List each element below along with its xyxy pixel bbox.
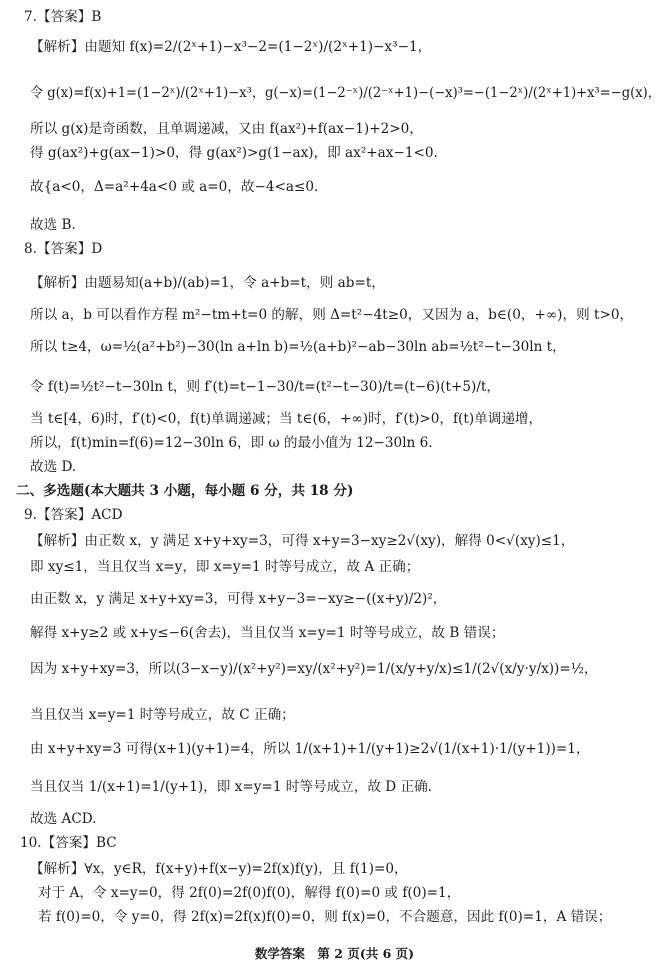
q7-conclusion: 故选 B.: [30, 217, 76, 233]
q9-analysis-line-8: 当且仅当 1/(x+1)=1/(y+1)，即 x=y=1 时等号成立，故 D 正确.: [30, 779, 432, 795]
q8-answer: 8.【答案】D: [24, 241, 103, 257]
q9-analysis-line-7: 由 x+y+xy=3 可得(x+1)(y+1)=4，所以 1/(x+1)+1/(y+1)≥2√(1/(x+1)·1/(y+1))=1，: [30, 741, 590, 757]
q9-analysis-line-6: 当且仅当 x=y=1 时等号成立，故 C 正确；: [30, 707, 295, 723]
q9-analysis-line-2: 即 xy≤1，当且仅当 x=y，即 x=y=1 时等号成立，故 A 正确；: [30, 559, 420, 575]
q8-analysis-line-4: 令 f(t)=½t²−t−30ln t，则 f′(t)=t−1−30/t=(t²−t−30)/t=(t−6)(t+5)/t，: [30, 379, 500, 395]
q8-analysis-line-5: 当 t∈[4，6)时，f′(t)<0，f(t)单调递减；当 t∈(6，+∞)时，f′(t)>0，f(t)单调递增，: [30, 411, 543, 427]
q9-analysis-line-1: 【解析】由正数 x，y 满足 x+y+xy=3，可得 x+y=3−xy≥2√(xy)，解得 0<√(xy)≤1，: [30, 533, 575, 549]
q10-analysis-line-2: 对于 A，令 x=y=0，得 2f(0)=2f(0)f(0)，解得 f(0)=0 或 f(0)=1，: [38, 885, 461, 901]
q7-analysis-line-2: 令 g(x)=f(x)+1=(1−2ˣ)/(2ˣ+1)−x³，g(−x)=(1−2⁻ˣ)/(2⁻ˣ+1)−(−x)³=−(1−2ˣ)/(2ˣ+1)+x³=−g(x)，: [30, 85, 661, 101]
q7-analysis-line-5: 故{a<0，Δ=a²+4a<0 或 a=0，故−4<a≤0.: [30, 179, 319, 195]
q8-analysis-line-1: 【解析】由题易知(a+b)/(ab)=1，令 a+b=t，则 ab=t，: [30, 275, 385, 291]
q10-analysis-line-3: 若 f(0)=0，令 y=0，得 2f(x)=2f(x)f(0)=0，则 f(x)=0，不合题意，因此 f(0)=1，A 错误；: [38, 909, 612, 925]
q9-analysis-line-5: 因为 x+y+xy=3，所以(3−x−y)/(x²+y²)=xy/(x²+y²)=1/(x/y+y/x)≤1/(2√(x/y·y/x))=½，: [30, 661, 598, 677]
q10-answer: 10.【答案】BC: [20, 835, 117, 851]
q9-analysis-line-3: 由正数 x，y 满足 x+y+xy=3，可得 x+y−3=−xy≥−((x+y)/2)²，: [30, 591, 447, 607]
q8-conclusion: 故选 D.: [30, 459, 77, 475]
q9-conclusion: 故选 ACD.: [30, 811, 97, 827]
q7-analysis-line-3: 所以 g(x)是奇函数，且单调递减，又由 f(ax²)+f(ax−1)+2>0，: [30, 121, 423, 137]
q9-answer: 9.【答案】ACD: [24, 507, 123, 523]
q8-analysis-line-3: 所以 t≥4，ω=½(a²+b²)−30(ln a+ln b)=½(a+b)²−ab−30ln ab=½t²−t−30ln t，: [30, 339, 566, 355]
q10-analysis-line-1: 【解析】∀x，y∈R，f(x+y)+f(x−y)=2f(x)f(y)，且 f(1)=0，: [30, 861, 408, 877]
q7-analysis-line-4: 得 g(ax²)+g(ax−1)>0，得 g(ax²)>g(1−ax)，即 ax²+ax−1<0.: [30, 145, 438, 161]
section-heading-multiple-choice: 二、多选题(本大题共 3 小题，每小题 6 分，共 18 分): [16, 483, 354, 499]
q7-answer: 7.【答案】B: [24, 9, 102, 25]
q8-analysis-line-6: 所以，f(t)min=f(6)=12−30ln 6，即 ω 的最小值为 12−30ln 6.: [30, 435, 433, 451]
q9-analysis-line-4: 解得 x+y≥2 或 x+y≤−6(舍去)，当且仅当 x=y=1 时等号成立，故 B 错误；: [30, 625, 505, 641]
q8-analysis-line-2: 所以 a，b 可以看作方程 m²−tm+t=0 的解，则 Δ=t²−4t≥0，又因为 a，b∈(0，+∞)，则 t>0，: [30, 307, 634, 323]
q7-analysis-line-1: 【解析】由题知 f(x)=2/(2ˣ+1)−x³−2=(1−2ˣ)/(2ˣ+1)−x³−1，: [30, 39, 432, 55]
page-footer: 数学答案 第 2 页(共 6 页): [254, 946, 415, 961]
